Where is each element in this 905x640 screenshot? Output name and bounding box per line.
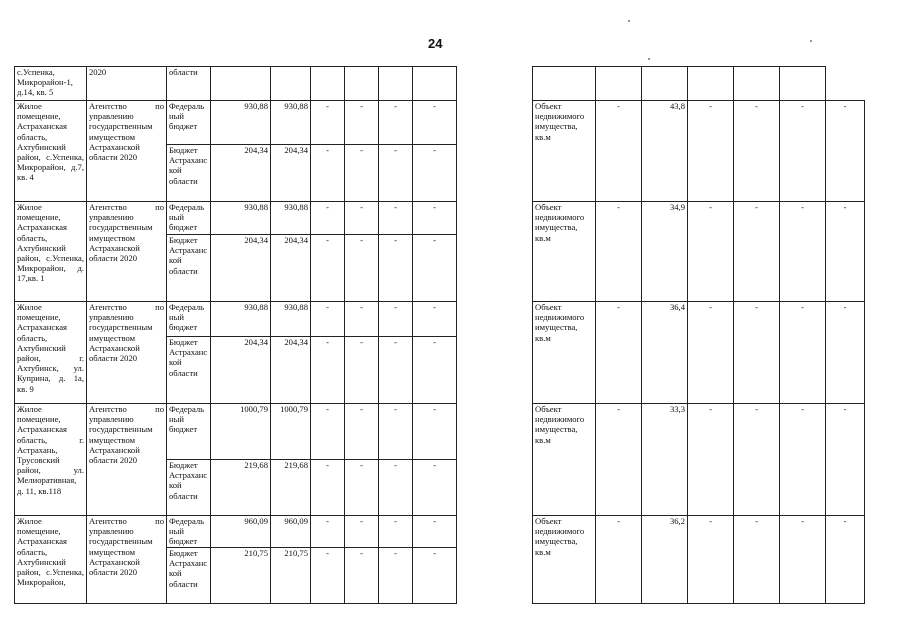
source-cell: Федеральный бюджет	[167, 101, 211, 145]
dash-cell: -	[379, 101, 413, 145]
dash-cell: -	[734, 202, 780, 302]
gap-cell	[457, 202, 533, 302]
gap-cell	[457, 302, 533, 404]
dash-cell: -	[311, 548, 345, 604]
indicator-value-cell: 36,2	[642, 516, 688, 604]
dash-cell: -	[734, 302, 780, 404]
agency-cell: Агентство по управлению государственным имуществом Астраханской области 2020	[87, 202, 167, 302]
dash-cell: -	[826, 202, 865, 302]
gap-cell	[457, 67, 533, 101]
amount-cell: 930,88	[211, 101, 271, 145]
cell-empty	[271, 67, 311, 101]
dash-cell: -	[345, 516, 379, 548]
page-number: 24	[428, 36, 443, 51]
dash-cell: -	[311, 337, 345, 404]
dash-cell: -	[379, 548, 413, 604]
amount-cell: 930,88	[211, 202, 271, 235]
table-row-federal	[15, 202, 865, 235]
amount-cell: 930,88	[211, 302, 271, 337]
agency-cell: Агентство по управлению государственным имуществом Астраханской области 2020	[87, 404, 167, 516]
dash-cell: -	[345, 235, 379, 302]
gap-cell	[457, 101, 533, 202]
dash-cell: -	[826, 404, 865, 516]
indicator-value-cell: 43,8	[642, 101, 688, 202]
dash-cell: -	[345, 548, 379, 604]
dash-cell: -	[379, 460, 413, 516]
agency-cell: 2020	[87, 67, 167, 101]
cell-empty	[211, 67, 271, 101]
source-cell: Бюджет Астраханской области	[167, 337, 211, 404]
address-cell: Жилое помещение, Астраханская область, Ахтубинский район, с.Успенка, Микрорайон,	[15, 516, 87, 604]
source-cell: Федеральный бюджет	[167, 302, 211, 337]
dash-cell: -	[311, 101, 345, 145]
dash-cell: -	[311, 460, 345, 516]
dash-cell: -	[379, 145, 413, 202]
gap-cell	[457, 516, 533, 604]
dash-cell: -	[379, 235, 413, 302]
dash-cell: -	[311, 302, 345, 337]
amount-cell: 210,75	[211, 548, 271, 604]
dash-cell: -	[345, 460, 379, 516]
table-row-federal	[15, 101, 865, 145]
cell-empty	[345, 67, 379, 101]
amount-cell: 204,34	[211, 337, 271, 404]
amount-cell: 960,09	[271, 516, 311, 548]
dash-cell: -	[413, 235, 457, 302]
dash-cell: -	[345, 202, 379, 235]
cell-empty	[734, 67, 780, 101]
dash-cell: -	[345, 145, 379, 202]
amount-cell: 204,34	[271, 145, 311, 202]
cell-empty	[780, 67, 826, 101]
dash-cell: -	[780, 302, 826, 404]
cell-empty	[688, 67, 734, 101]
indicator-value-cell: 34,9	[642, 202, 688, 302]
amount-cell: 204,34	[211, 145, 271, 202]
dash-cell: -	[379, 516, 413, 548]
amount-cell: 219,68	[271, 460, 311, 516]
scan-speck	[628, 20, 630, 22]
dash-cell: -	[413, 337, 457, 404]
amount-cell: 1000,79	[271, 404, 311, 460]
amount-cell: 960,09	[211, 516, 271, 548]
cell-empty	[596, 67, 642, 101]
measure-cell: Объект недвижимого имущества, кв.м	[533, 101, 596, 202]
dash-cell: -	[780, 101, 826, 202]
cell-empty	[311, 67, 345, 101]
dash-cell: -	[596, 516, 642, 604]
dash-cell: -	[413, 548, 457, 604]
dash-cell: -	[734, 404, 780, 516]
dash-cell: -	[379, 202, 413, 235]
cell-empty	[413, 67, 457, 101]
dash-cell: -	[413, 145, 457, 202]
amount-cell: 219,68	[211, 460, 271, 516]
dash-cell: -	[780, 516, 826, 604]
dash-cell: -	[345, 404, 379, 460]
source-cell: Федеральный бюджет	[167, 404, 211, 460]
source-cell: Бюджет Астраханской области	[167, 548, 211, 604]
measure-cell: Объект недвижимого имущества, кв.м	[533, 202, 596, 302]
dash-cell: -	[596, 302, 642, 404]
amount-cell: 930,88	[271, 202, 311, 235]
dash-cell: -	[345, 101, 379, 145]
table-row-federal	[15, 404, 865, 460]
table-row-federal	[15, 516, 865, 548]
cell-empty	[533, 67, 596, 101]
dash-cell: -	[413, 516, 457, 548]
dash-cell: -	[311, 404, 345, 460]
dash-cell: -	[413, 202, 457, 235]
dash-cell: -	[688, 202, 734, 302]
cell-empty	[379, 67, 413, 101]
indicator-value-cell: 33,3	[642, 404, 688, 516]
dash-cell: -	[413, 101, 457, 145]
source-cell: Федеральный бюджет	[167, 202, 211, 235]
dash-cell: -	[734, 516, 780, 604]
dash-cell: -	[596, 404, 642, 516]
dash-cell: -	[688, 404, 734, 516]
dash-cell: -	[826, 516, 865, 604]
gap-cell	[457, 404, 533, 516]
dash-cell: -	[596, 202, 642, 302]
table-row-federal	[15, 302, 865, 337]
dash-cell: -	[413, 460, 457, 516]
source-cell: области	[167, 67, 211, 101]
dash-cell: -	[780, 202, 826, 302]
address-cell: Жилое помещение, Астраханская область, Ахтубинский район, г. Ахтубинск, ул. Куприна, д. 1а, кв. 9	[15, 302, 87, 404]
amount-cell: 204,34	[211, 235, 271, 302]
agency-cell: Агентство по управлению государственным имуществом Астраханской области 2020	[87, 516, 167, 604]
table-row-continuation	[15, 67, 865, 101]
dash-cell: -	[688, 101, 734, 202]
indicator-value-cell: 36,4	[642, 302, 688, 404]
source-cell: Бюджет Астраханской области	[167, 460, 211, 516]
dash-cell: -	[379, 404, 413, 460]
dash-cell: -	[379, 302, 413, 337]
dash-cell: -	[311, 235, 345, 302]
scan-speck	[810, 40, 812, 42]
address-cell: Жилое помещение, Астраханская область, Ахтубинский район, с.Успенка, Микрорайон, д.7, кв. 4	[15, 101, 87, 202]
address-cell: Жилое помещение, Астраханская область, г. Астрахань, Трусовский район, ул. Мелиоративная, д. 11, кв.118	[15, 404, 87, 516]
source-cell: Федеральный бюджет	[167, 516, 211, 548]
dash-cell: -	[688, 302, 734, 404]
dash-cell: -	[345, 337, 379, 404]
agency-cell: Агентство по управлению государственным имуществом Астраханской области 2020	[87, 101, 167, 202]
measure-cell: Объект недвижимого имущества, кв.м	[533, 302, 596, 404]
amount-cell: 1000,79	[211, 404, 271, 460]
dash-cell: -	[688, 516, 734, 604]
measure-cell: Объект недвижимого имущества, кв.м	[533, 516, 596, 604]
agency-cell: Агентство по управлению государственным имуществом Астраханской области 2020	[87, 302, 167, 404]
dash-cell: -	[596, 101, 642, 202]
source-cell: Бюджет Астраханской области	[167, 235, 211, 302]
amount-cell: 204,34	[271, 235, 311, 302]
amount-cell: 930,88	[271, 101, 311, 145]
address-cell: с.Успенка, Микрорайон-1, д.14, кв. 5	[15, 67, 87, 101]
budget-table	[14, 66, 865, 604]
scan-speck	[648, 58, 650, 60]
dash-cell: -	[734, 101, 780, 202]
dash-cell: -	[379, 337, 413, 404]
dash-cell: -	[311, 145, 345, 202]
dash-cell: -	[826, 302, 865, 404]
dash-cell: -	[345, 302, 379, 337]
dash-cell: -	[826, 101, 865, 202]
dash-cell: -	[311, 516, 345, 548]
cell-empty	[642, 67, 688, 101]
amount-cell: 210,75	[271, 548, 311, 604]
dash-cell: -	[413, 302, 457, 337]
address-cell: Жилое помещение, Астраханская область, Ахтубинский район, с.Успенка, Микрорайон, д. 17,кв. 1	[15, 202, 87, 302]
measure-cell: Объект недвижимого имущества, кв.м	[533, 404, 596, 516]
amount-cell: 930,88	[271, 302, 311, 337]
amount-cell: 204,34	[271, 337, 311, 404]
source-cell: Бюджет Астраханской области	[167, 145, 211, 202]
dash-cell: -	[780, 404, 826, 516]
dash-cell: -	[311, 202, 345, 235]
dash-cell: -	[413, 404, 457, 460]
